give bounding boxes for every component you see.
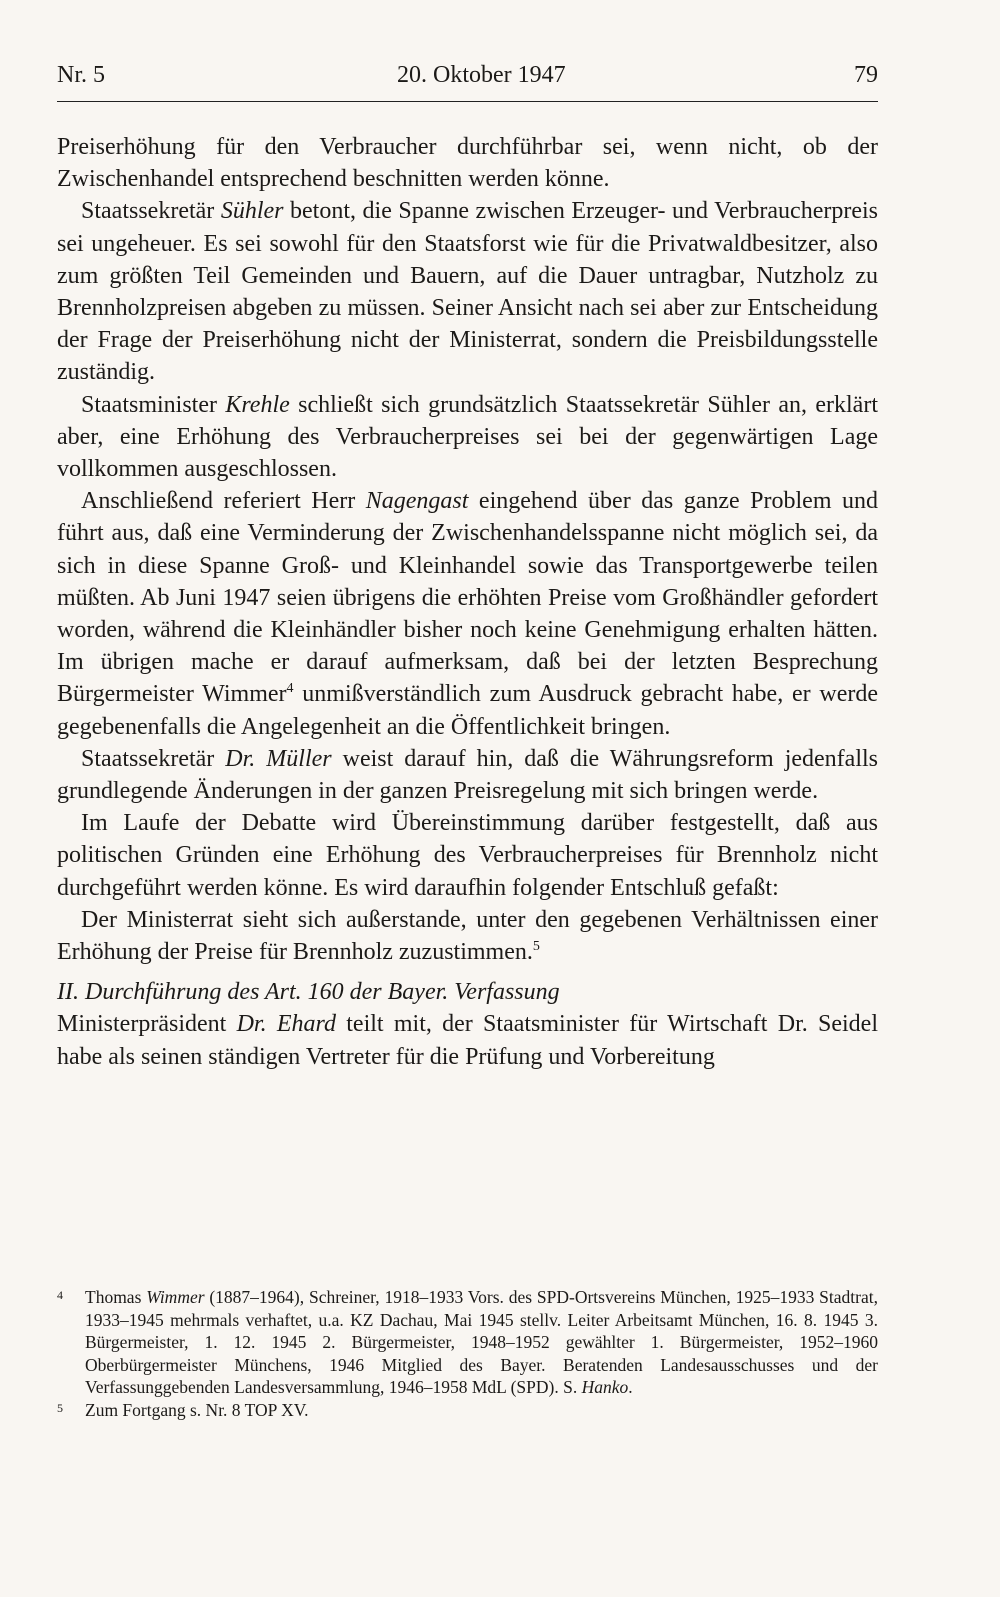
person-name-suehler: Sühler (220, 198, 284, 225)
person-name-krehle: Krehle (225, 391, 290, 418)
reference-hanko: Hanko (581, 1377, 629, 1398)
person-name-wimmer: Wimmer (146, 1287, 205, 1307)
main-text (57, 131, 878, 1073)
paragraph-4: Anschließend referiert Herr Nagengast eingehend über das ganze Problem und führt aus, daß eine Verminderung der Zwischenhandelsspanne nicht möglich sei, da sich in diese Spanne Groß- und Kleinhandel sowie das Transportgewerbe teilen müßten. Ab Juni 1947 seien übrigens die erhöhten Preise vom Großhändler gefordert worden, während die Kleinhändler bisher noch keine Genehmigung erhalten hätten. Im übrigen mache er darauf aufmerksam, daß bei der letzten Besprechung Bürgermeister Wimmer$^4$ unmißverständlich zum Ausdruck gebracht habe, er werde gegebenenfalls die Angelegenheit an die Öffentlichkeit bringen. (57, 488, 879, 740)
resolution-paragraph: Der Ministerrat sieht sich außerstande, unter den gegebenen Verhältnissen einer Erhöhung der Preise für Brennholz zuzustimmen.$^5$ (57, 906, 878, 966)
footnotes (57, 1286, 878, 1422)
footnote-number: 4 (57, 1288, 63, 1302)
running-header (57, 62, 878, 102)
paragraph-1: Preiserhöhung für den Verbraucher durchführbar sei, wenn nicht, ob der Zwischenhandel entsprechend beschnitten werden könne. (57, 134, 878, 193)
paragraph-5: Staatssekretär Dr. Müller weist darauf hin, daß die Währungsreform jedenfalls grundlegende Änderungen in der ganzen Preisregelung mit sich bringen werde. (57, 745, 878, 805)
person-name-mueller: Dr. Müller (225, 745, 332, 772)
page-number: 79 (854, 62, 878, 88)
footnote-ref-4: 4 (286, 681, 294, 697)
footnote-4: 4 Thomas Wimmer (1887–1964), Schreiner, 1918–1933 Vors. des SPD-Ortsvereins München, 1925–1933 Stadtrat, 1933–1945 mehrmals verhaftet, u.a. KZ Dachau, Mai 1945 stellv. Leiter Arbeitsamt München, 16. 8. 1945 3. Bürgermeister, 1. 12. 1945 2. Bürgermeister, 1948–1952 gewählter 1. Bürgermeister, 1952–1960 Oberbürgermeister Münchens, 1946 Mitglied des Bayer. Beratenden Landesausschusses und der Verfassunggebenden Landesversammlung, 1946–1958 MdL (SPD). S. Hanko. (57, 1286, 878, 1399)
header-rule (57, 101, 878, 102)
session-date: 20. Oktober 1947 (397, 62, 566, 88)
person-name-nagengast: Nagengast (365, 488, 469, 515)
section-heading: II. Durchführung des Art. 160 der Bayer. Verfassung (57, 979, 560, 1006)
footnote-number: 5 (57, 1400, 63, 1415)
person-name-ehard: Dr. Ehard (236, 1011, 336, 1038)
paragraph-8: Ministerpräsident Dr. Ehard teilt mit, der Staatsminister für Wirtschaft Dr. Seidel habe als seinen ständigen Vertreter für die Prüfung und Vorbereitung (57, 1011, 878, 1070)
paragraph-3: Staatsminister Krehle schließt sich grundsätzlich Staatssekretär Sühler an, erklärt aber, eine Erhöhung des Verbraucherpreises sei bei der gegenwärtigen Lage vollkommen ausgeschlossen. (57, 391, 878, 483)
paragraph-6: Im Laufe der Debatte wird Übereinstimmung darüber festgestellt, daß aus politischen Gründen eine Erhöhung des Verbraucherpreises für Brennholz nicht durchgeführt werden könne. Es wird daraufhin folgender Entschluß gefaßt: (57, 810, 878, 901)
footnote-5: 5 Zum Fortgang s. Nr. 8 TOP XV. (57, 1399, 878, 1422)
paragraph-2: Staatssekretär Sühler betont, die Spanne zwischen Erzeuger- und Verbraucherpreis sei ungeheuer. Es sei sowohl für den Staatsforst wie für die Privatwaldbesitzer, also zum größten Teil Gemeinden und Bauern, auf die Dauer untragbar, Nutzholz zu Brennholzpreisen abgeben zu müssen. Seiner Ansicht nach sei aber zur Entscheidung der Frage der Preiserhöhung nicht der Ministerrat, sondern die Preisbildungsstelle zuständig. (57, 198, 878, 386)
footnote-ref-5: 5 (532, 939, 540, 955)
document-number: Nr. 5 (57, 62, 105, 88)
